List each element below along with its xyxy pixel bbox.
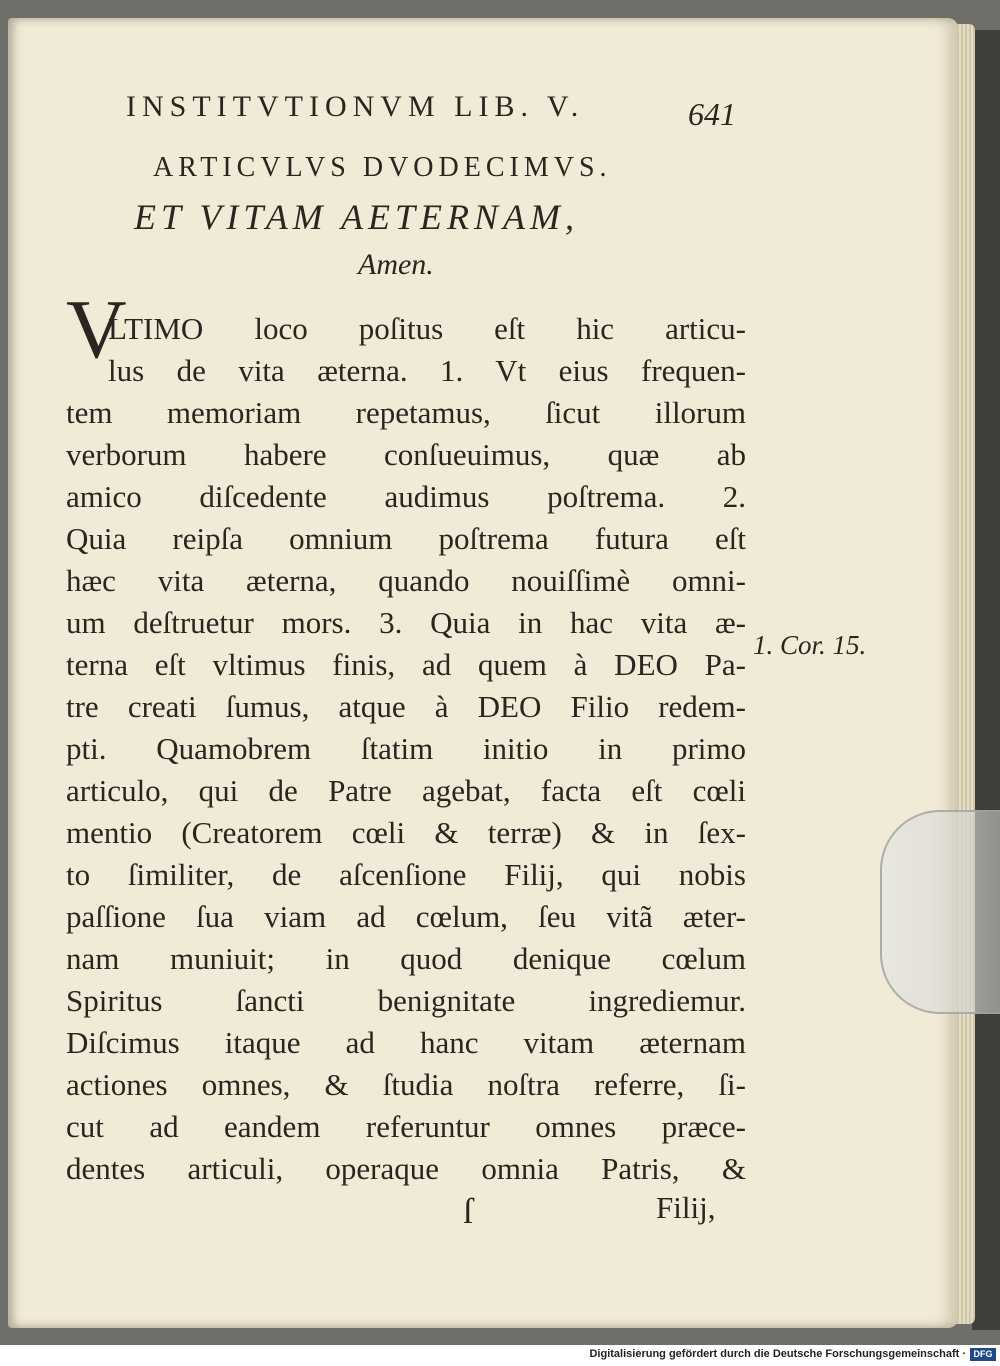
- body-text: [66, 308, 746, 1190]
- text-line: terna eſt vltimus finis, ad quem à DEO Pa-: [66, 647, 746, 682]
- text-line: dentes articuli, operaque omnia Patris, &: [66, 1151, 746, 1186]
- text-line: pti. Quamobrem ſtatim initio in primo: [66, 731, 746, 766]
- drop-cap: V: [66, 283, 127, 376]
- running-head: INSTITVTIONVM LIB. V.: [126, 90, 585, 123]
- text-line: LTIMO loco poſitus eſt hic articu-: [108, 311, 746, 346]
- footer-credit: Digitalisierung gefördert durch die Deutsche Forschungsgemeinschaft ·: [589, 1348, 966, 1360]
- text-line: nam muniuit; in quod denique cœlum: [66, 941, 746, 976]
- page-clip: [880, 810, 1000, 1014]
- text-line: hæc vita æterna, quando nouiſſimè omni-: [66, 563, 746, 598]
- text-line: actiones omnes, & ſtudia noſtra referre, ſi-: [66, 1067, 746, 1102]
- text-line: tre creati ſumus, atque à DEO Filio redem-: [66, 689, 746, 724]
- margin-note: 1. Cor. 15.: [753, 630, 867, 660]
- article-heading-amen: Amen.: [358, 248, 434, 281]
- text-line: Diſcimus itaque ad hanc vitam æternam: [66, 1025, 746, 1060]
- catchword: Filij,: [656, 1190, 716, 1225]
- book-page: [8, 18, 958, 1328]
- article-title: ARTICVLVS DVODECIMVS.: [153, 152, 612, 183]
- text-line: cut ad eandem referuntur omnes præce-: [66, 1109, 746, 1144]
- signature-mark: ſ: [463, 1191, 474, 1231]
- text-line: Spiritus ſancti benignitate ingrediemur.: [66, 983, 746, 1018]
- text-line: Quia reipſa omnium poſtrema futura eſt: [66, 521, 746, 556]
- text-line: mentio (Creatorem cœli & terræ) & in ſex-: [66, 815, 746, 850]
- book-cover-edge: [972, 30, 1000, 1330]
- text-line: tem memoriam repetamus, ſicut illorum: [66, 395, 746, 430]
- text-line: verborum habere conſueuimus, quæ ab: [66, 437, 746, 472]
- article-heading: ET VITAM AETERNAM,: [134, 197, 579, 237]
- text-line: to ſimiliter, de aſcenſione Filij, qui nobis: [66, 857, 746, 892]
- text-line: amico diſcedente audimus poſtrema. 2.: [66, 479, 746, 514]
- footer: [0, 1345, 1000, 1366]
- page-edges: [955, 24, 975, 1324]
- page-number: 641: [688, 96, 736, 132]
- text-line: lus de vita æterna. 1. Vt eius frequen-: [108, 353, 746, 388]
- text-line: articulo, qui de Patre agebat, facta eſt cœli: [66, 773, 746, 808]
- dfg-logo-icon: DFG: [970, 1348, 996, 1361]
- text-line: paſſione ſua viam ad cœlum, ſeu vitã æter-: [66, 899, 746, 934]
- text-line: um deſtruetur mors. 3. Quia in hac vita æ-: [66, 605, 746, 640]
